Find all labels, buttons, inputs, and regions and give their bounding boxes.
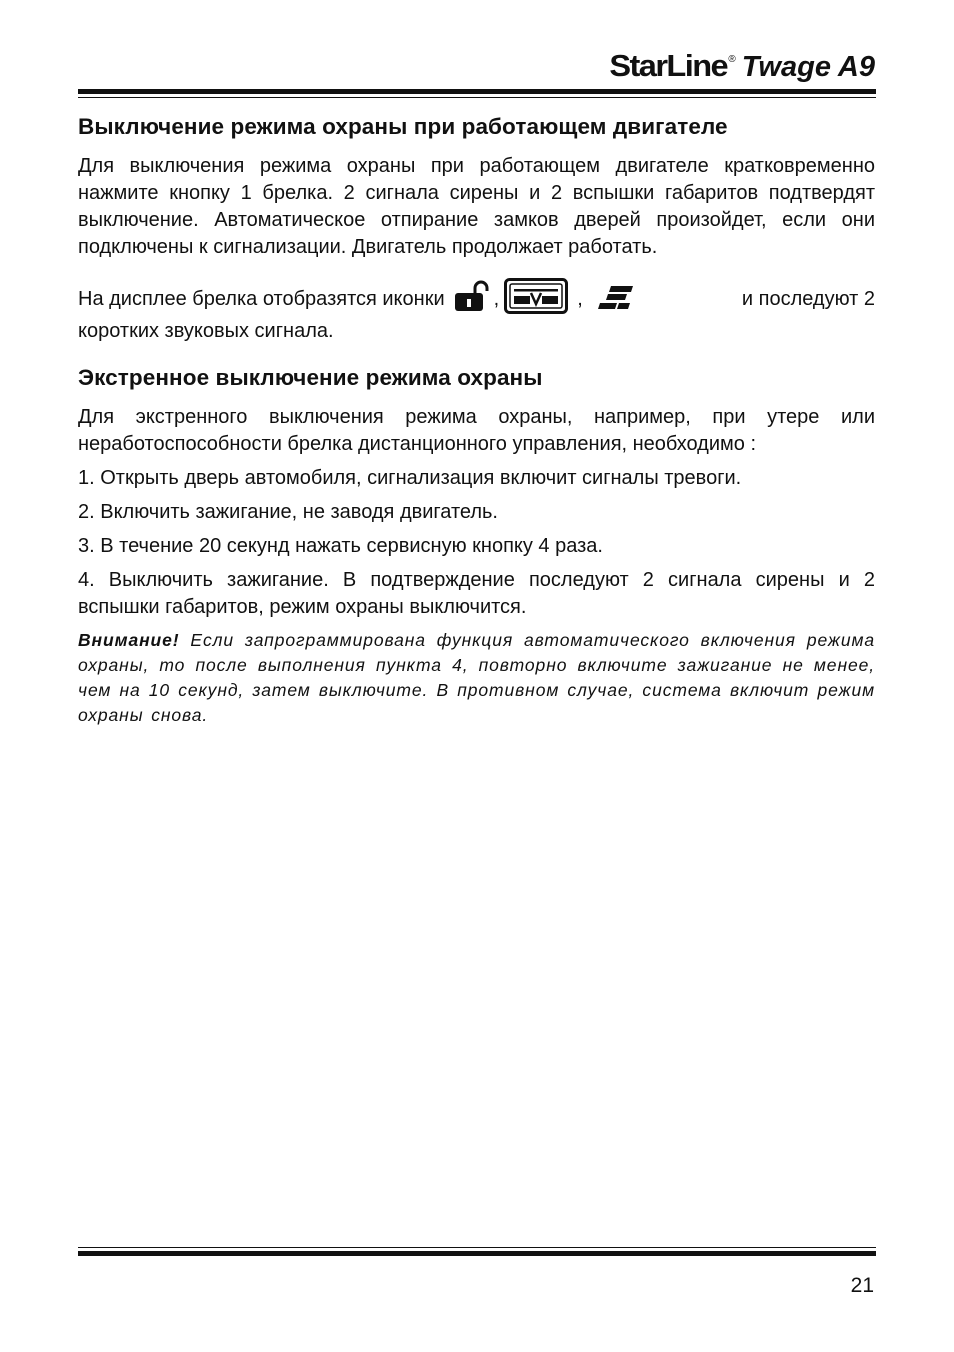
separator: , <box>493 287 500 310</box>
warning-text: Если запрограммирована функция автоматического включения режима охраны, то после выполнения пункта 4, повторно включите зажигание не менее, чем на 10 секунд, затем выключите. В противном случае, система включит режим охраны снова. <box>78 630 875 725</box>
starline-logo: StarLine <box>609 48 728 83</box>
display-icons-line <box>78 282 875 316</box>
section1-paragraph: Для выключения режима охраны при работающем двигателе кратковременно нажмите кнопку 1 брелка. 2 сигнала сирены и 2 вспышки габаритов подтвердят выключение. Автоматическое отпирание замков дверей произойдет, если они подключены к сигнализации. Двигатель продолжает работать. <box>78 155 875 258</box>
header-rule-thin <box>78 97 876 98</box>
page-header <box>78 48 875 88</box>
step-3: 3. В течение 20 секунд нажать сервисную кнопку 4 раза. <box>78 535 603 557</box>
section2-title: Экстренное выключение режима охраны <box>78 365 543 390</box>
footer-rule-thick <box>78 1251 876 1256</box>
separator: , <box>577 287 583 310</box>
warning-note <box>78 628 875 728</box>
page-number: 21 <box>850 1274 874 1297</box>
engine-running-dashes-icon <box>597 281 637 317</box>
car-engine-running-icon <box>504 278 568 320</box>
brand <box>609 48 875 88</box>
section1-title: Выключение режима охраны при работающем двигателе <box>78 114 728 139</box>
step-2: 2. Включить зажигание, не заводя двигатель. <box>78 501 498 523</box>
section2-paragraph: Для экстренного выключения режима охраны, например, при утере или неработоспособности брелка дистанционного управления, необходимо : <box>78 406 875 455</box>
step-1: 1. Открыть дверь автомобиля, сигнализация включит сигналы тревоги. <box>78 467 742 489</box>
page-content <box>78 112 875 728</box>
unlocked-padlock-icon <box>453 280 489 318</box>
header-rule-thick <box>78 89 876 94</box>
warning-label: Внимание! <box>78 630 180 650</box>
footer-rule-thin <box>78 1247 876 1248</box>
step-4: 4. Выключить зажигание. В подтверждение последуют 2 сигнала сирены и 2 вспышки габаритов, режим охраны выключится. <box>78 569 875 618</box>
display-text-continuation: коротких звуковых сигнала. <box>78 320 334 342</box>
model-name: Twage A9 <box>741 51 875 83</box>
display-text-before: На дисплее брелка отобразятся иконки <box>78 287 445 310</box>
display-text-after: и последуют 2 <box>741 287 875 310</box>
registered-mark: ® <box>728 54 736 65</box>
